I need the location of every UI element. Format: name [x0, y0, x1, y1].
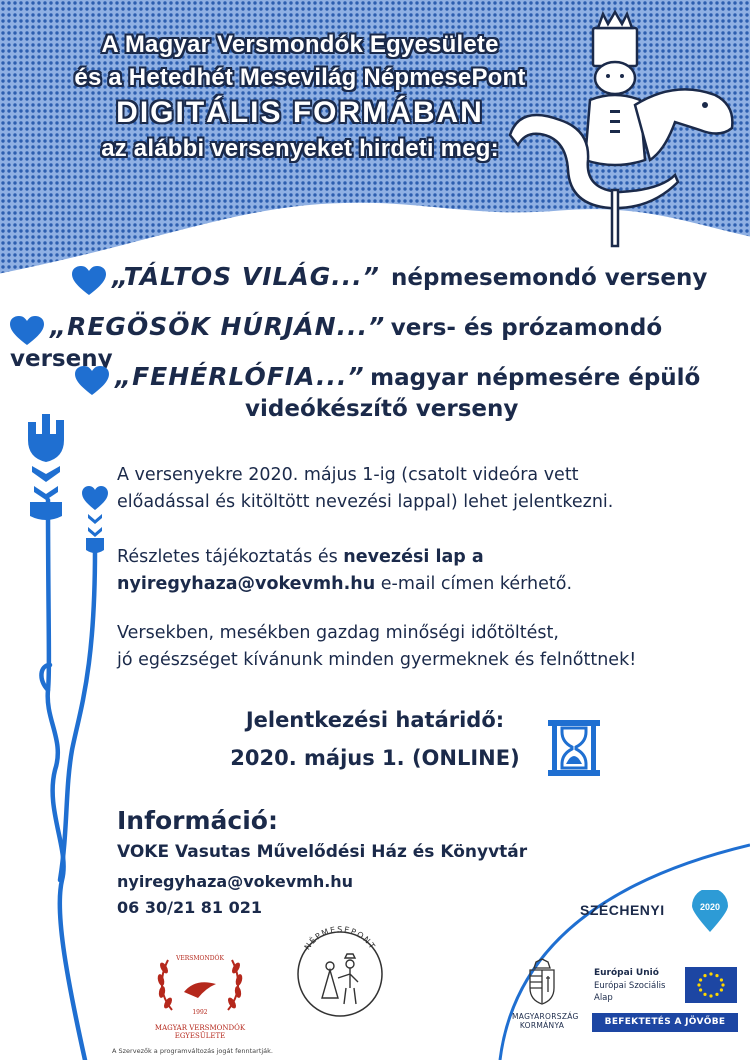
competition-name: „REGÖSÖK HÚRJÁN...” [50, 312, 386, 341]
invest-banner: BEFEKTETÉS A JÖVŐBE [592, 1013, 738, 1032]
government-line-2: KORMÁNYA [519, 1021, 565, 1030]
szechenyi-label: SZÉCHENYI [580, 902, 665, 918]
hourglass-icon [548, 720, 600, 776]
info-organization: VOKE Vasutas Művelődési Ház és Könyvtár [117, 842, 528, 862]
paragraph-line: A versenyekre 2020. május 1-ig (csatolt videóra vett [117, 465, 579, 485]
header-line-3: DIGITÁLIS FORMÁBAN [116, 96, 484, 129]
mve-top-text: VERSMONDÓK [176, 955, 224, 962]
header-line-4: az alábbi versenyeket hirdeti meg: [101, 135, 499, 162]
paragraph-line: Versekben, mesékben gazdag minőségi időtöltést, [117, 623, 559, 643]
competition-feherlofia [75, 362, 750, 396]
dancing-couple-icon [290, 918, 390, 1028]
info-title: Információ: [117, 806, 278, 835]
folk-flower-icon [10, 410, 120, 1060]
text-segment: Részletes tájékoztatás és [117, 547, 344, 567]
competition-desc-line-2: videókészítő verseny [245, 396, 519, 422]
competition-name: „TÁLTOS VILÁG...” [112, 262, 380, 291]
eu-line-2: Európai Szociális [594, 981, 666, 991]
coat-of-arms-icon [522, 958, 562, 1008]
laurel-wreath-icon [150, 948, 250, 1020]
paragraph-line: jó egészséget kívánunk minden gyermeknek és felnőttnek! [117, 650, 637, 670]
text-segment: e-mail címen kérhető. [375, 574, 573, 594]
paragraph-details [117, 544, 737, 598]
competition-desc: népmesemondó verseny [391, 265, 708, 291]
paragraph-application [117, 462, 737, 516]
eu-line-1: Európai Unió [594, 968, 659, 978]
heart-icon [10, 316, 44, 346]
competition-desc: vers- és prózamondó verseny [10, 315, 663, 372]
disclaimer-text: A Szervezők a programváltozás jogát fenntartják. [112, 1047, 273, 1055]
svg-text:NÉPMESEPONT [303, 925, 378, 952]
mve-year: 1992 [192, 1009, 208, 1016]
szechenyi-logo [580, 890, 730, 944]
info-email[interactable]: nyiregyhaza@vokevmh.hu [117, 872, 354, 891]
mve-name-line-2: EGYESÜLETE [174, 1032, 226, 1040]
text-segment-bold: nevezési lap a [343, 547, 484, 567]
competition-name: „FEHÉRLÓFIA...” [115, 362, 365, 391]
hussar-horse-icon [500, 10, 750, 250]
hungarian-government-logo [512, 958, 579, 1030]
mve-name-line-1: MAGYAR VERSMONDÓK [154, 1024, 246, 1032]
eu-line-3: Alap [594, 993, 613, 1003]
paragraph-wishes [117, 620, 747, 674]
heart-icon [75, 366, 109, 396]
email-link[interactable]: nyiregyhaza@vokevmh.hu [117, 574, 376, 594]
header-line-1: A Magyar Versmondók Egyesülete [101, 31, 499, 58]
deadline-label: Jelentkezési határidő: [245, 708, 505, 732]
header-banner [0, 0, 750, 300]
deadline-value: 2020. május 1. (ONLINE) [230, 746, 520, 770]
competition-desc: magyar népmesére épülő [370, 365, 701, 391]
header-line-2: és a Hetedhét Mesevilág NépmesePont [74, 64, 526, 91]
heart-icon [72, 266, 106, 296]
government-line-1: MAGYARORSZÁG [512, 1012, 579, 1021]
nepmesepont-logo [290, 918, 390, 1032]
info-phone: 06 30/21 81 021 [117, 898, 263, 917]
paragraph-line: előadással és kitöltött nevezési lappal) lehet jelentkezni. [117, 492, 614, 512]
mve-logo [150, 948, 250, 1040]
competition-taltos [72, 262, 750, 296]
eu-flag-icon [685, 967, 737, 1003]
szechenyi-year: 2020 [699, 902, 721, 912]
nepmesepont-label: NÉPMESEPONT [302, 924, 378, 952]
